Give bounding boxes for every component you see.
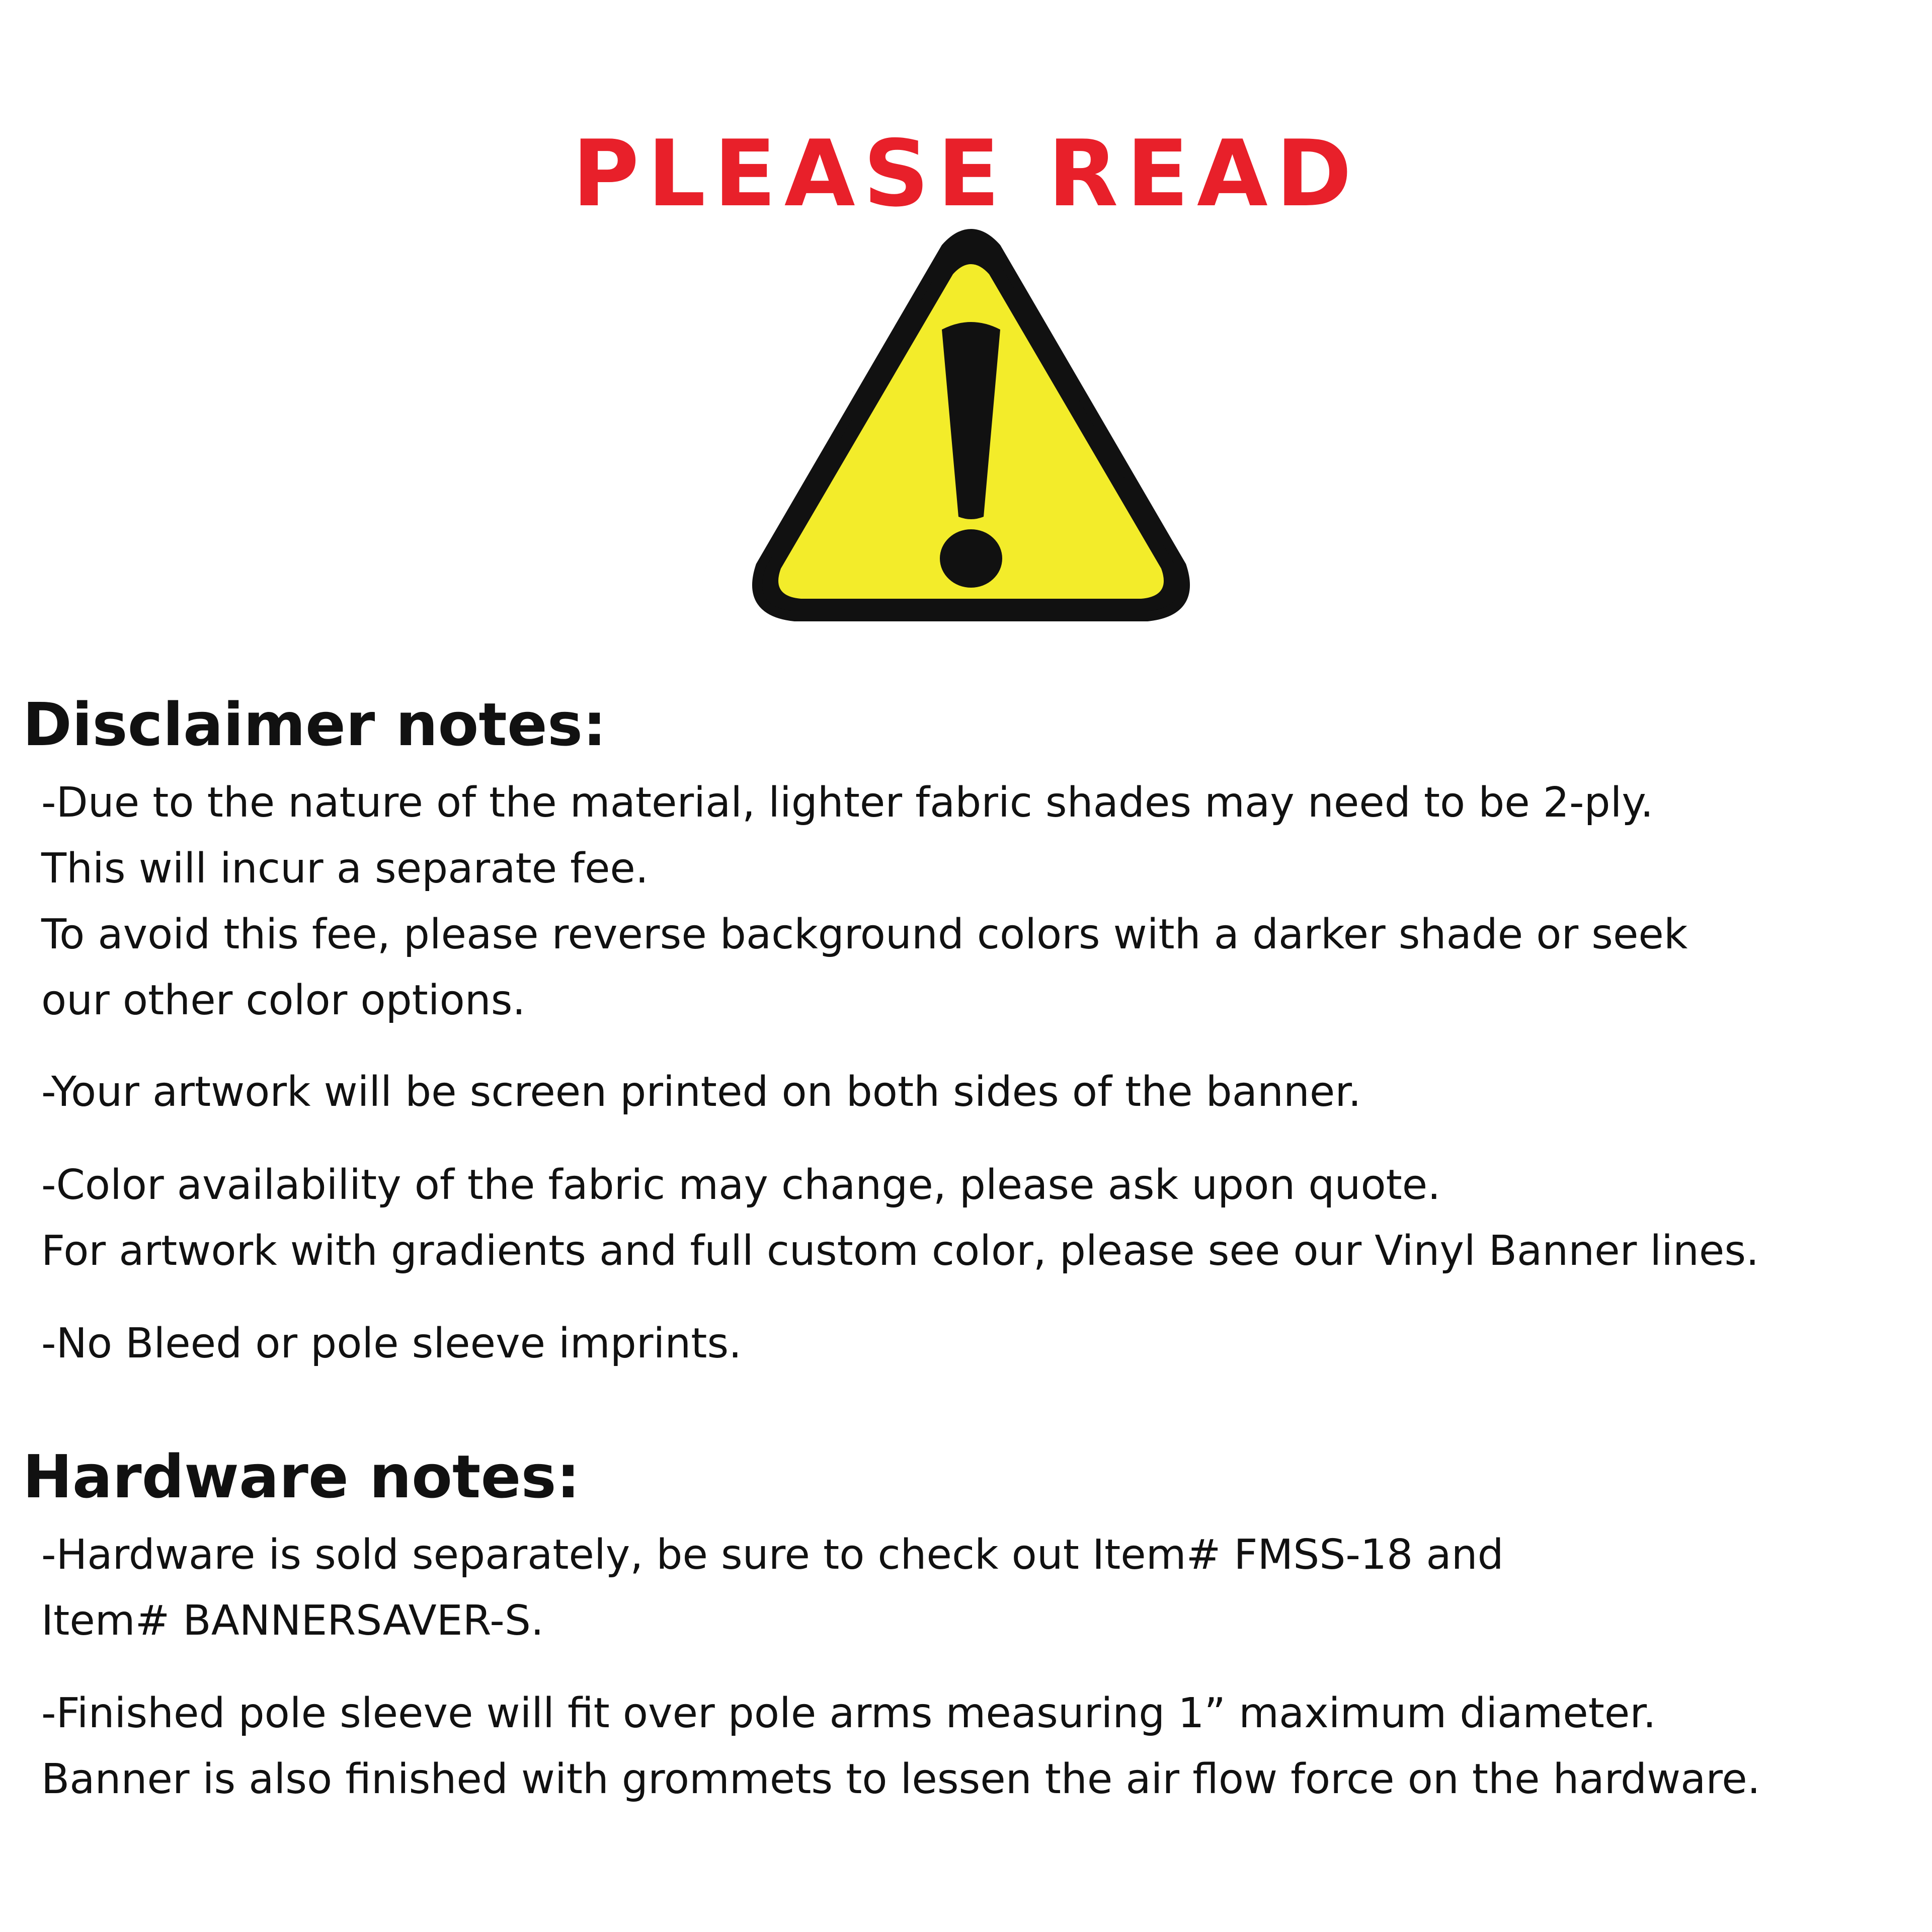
note-line: -Due to the nature of the material, lighter fabric shades may need to be 2-ply. [41, 779, 1654, 827]
hardware-note-sold-separately [41, 1522, 1504, 1654]
disclaimer-note-bleed [41, 1311, 742, 1377]
note-line: -Hardware is sold separately, be sure to check out Item# FMSS-18 and [41, 1531, 1504, 1579]
disclaimer-heading: Disclaimer notes: [23, 690, 607, 759]
warning-icon [750, 229, 1192, 626]
page-title: PLEASE READ [572, 120, 1360, 227]
disclaimer-note-printing [41, 1059, 1361, 1125]
note-line: To avoid this fee, please reverse background colors with a darker shade or seek [41, 911, 1688, 958]
disclaimer-note-color [41, 1152, 1759, 1284]
note-line: our other color options. [41, 977, 526, 1024]
note-line: Banner is also finished with grommets to lessen the air flow force on the hardware. [41, 1755, 1760, 1803]
note-line: -No Bleed or pole sleeve imprints. [41, 1320, 742, 1367]
note-line: Item# BANNERSAVER-S. [41, 1597, 544, 1645]
note-line: For artwork with gradients and full custom color, please see our Vinyl Banner lines. [41, 1227, 1759, 1275]
note-line: -Color availability of the fabric may change, please ask upon quote. [41, 1161, 1441, 1209]
hardware-heading: Hardware notes: [23, 1442, 580, 1511]
disclaimer-note-material [41, 770, 1687, 1033]
note-line: -Finished pole sleeve will fit over pole arms measuring 1” maximum diameter. [41, 1689, 1656, 1737]
note-line: -Your artwork will be screen printed on both sides of the banner. [41, 1068, 1361, 1116]
hardware-note-pole-sleeve [41, 1680, 1760, 1812]
note-line: This will incur a separate fee. [41, 845, 649, 893]
